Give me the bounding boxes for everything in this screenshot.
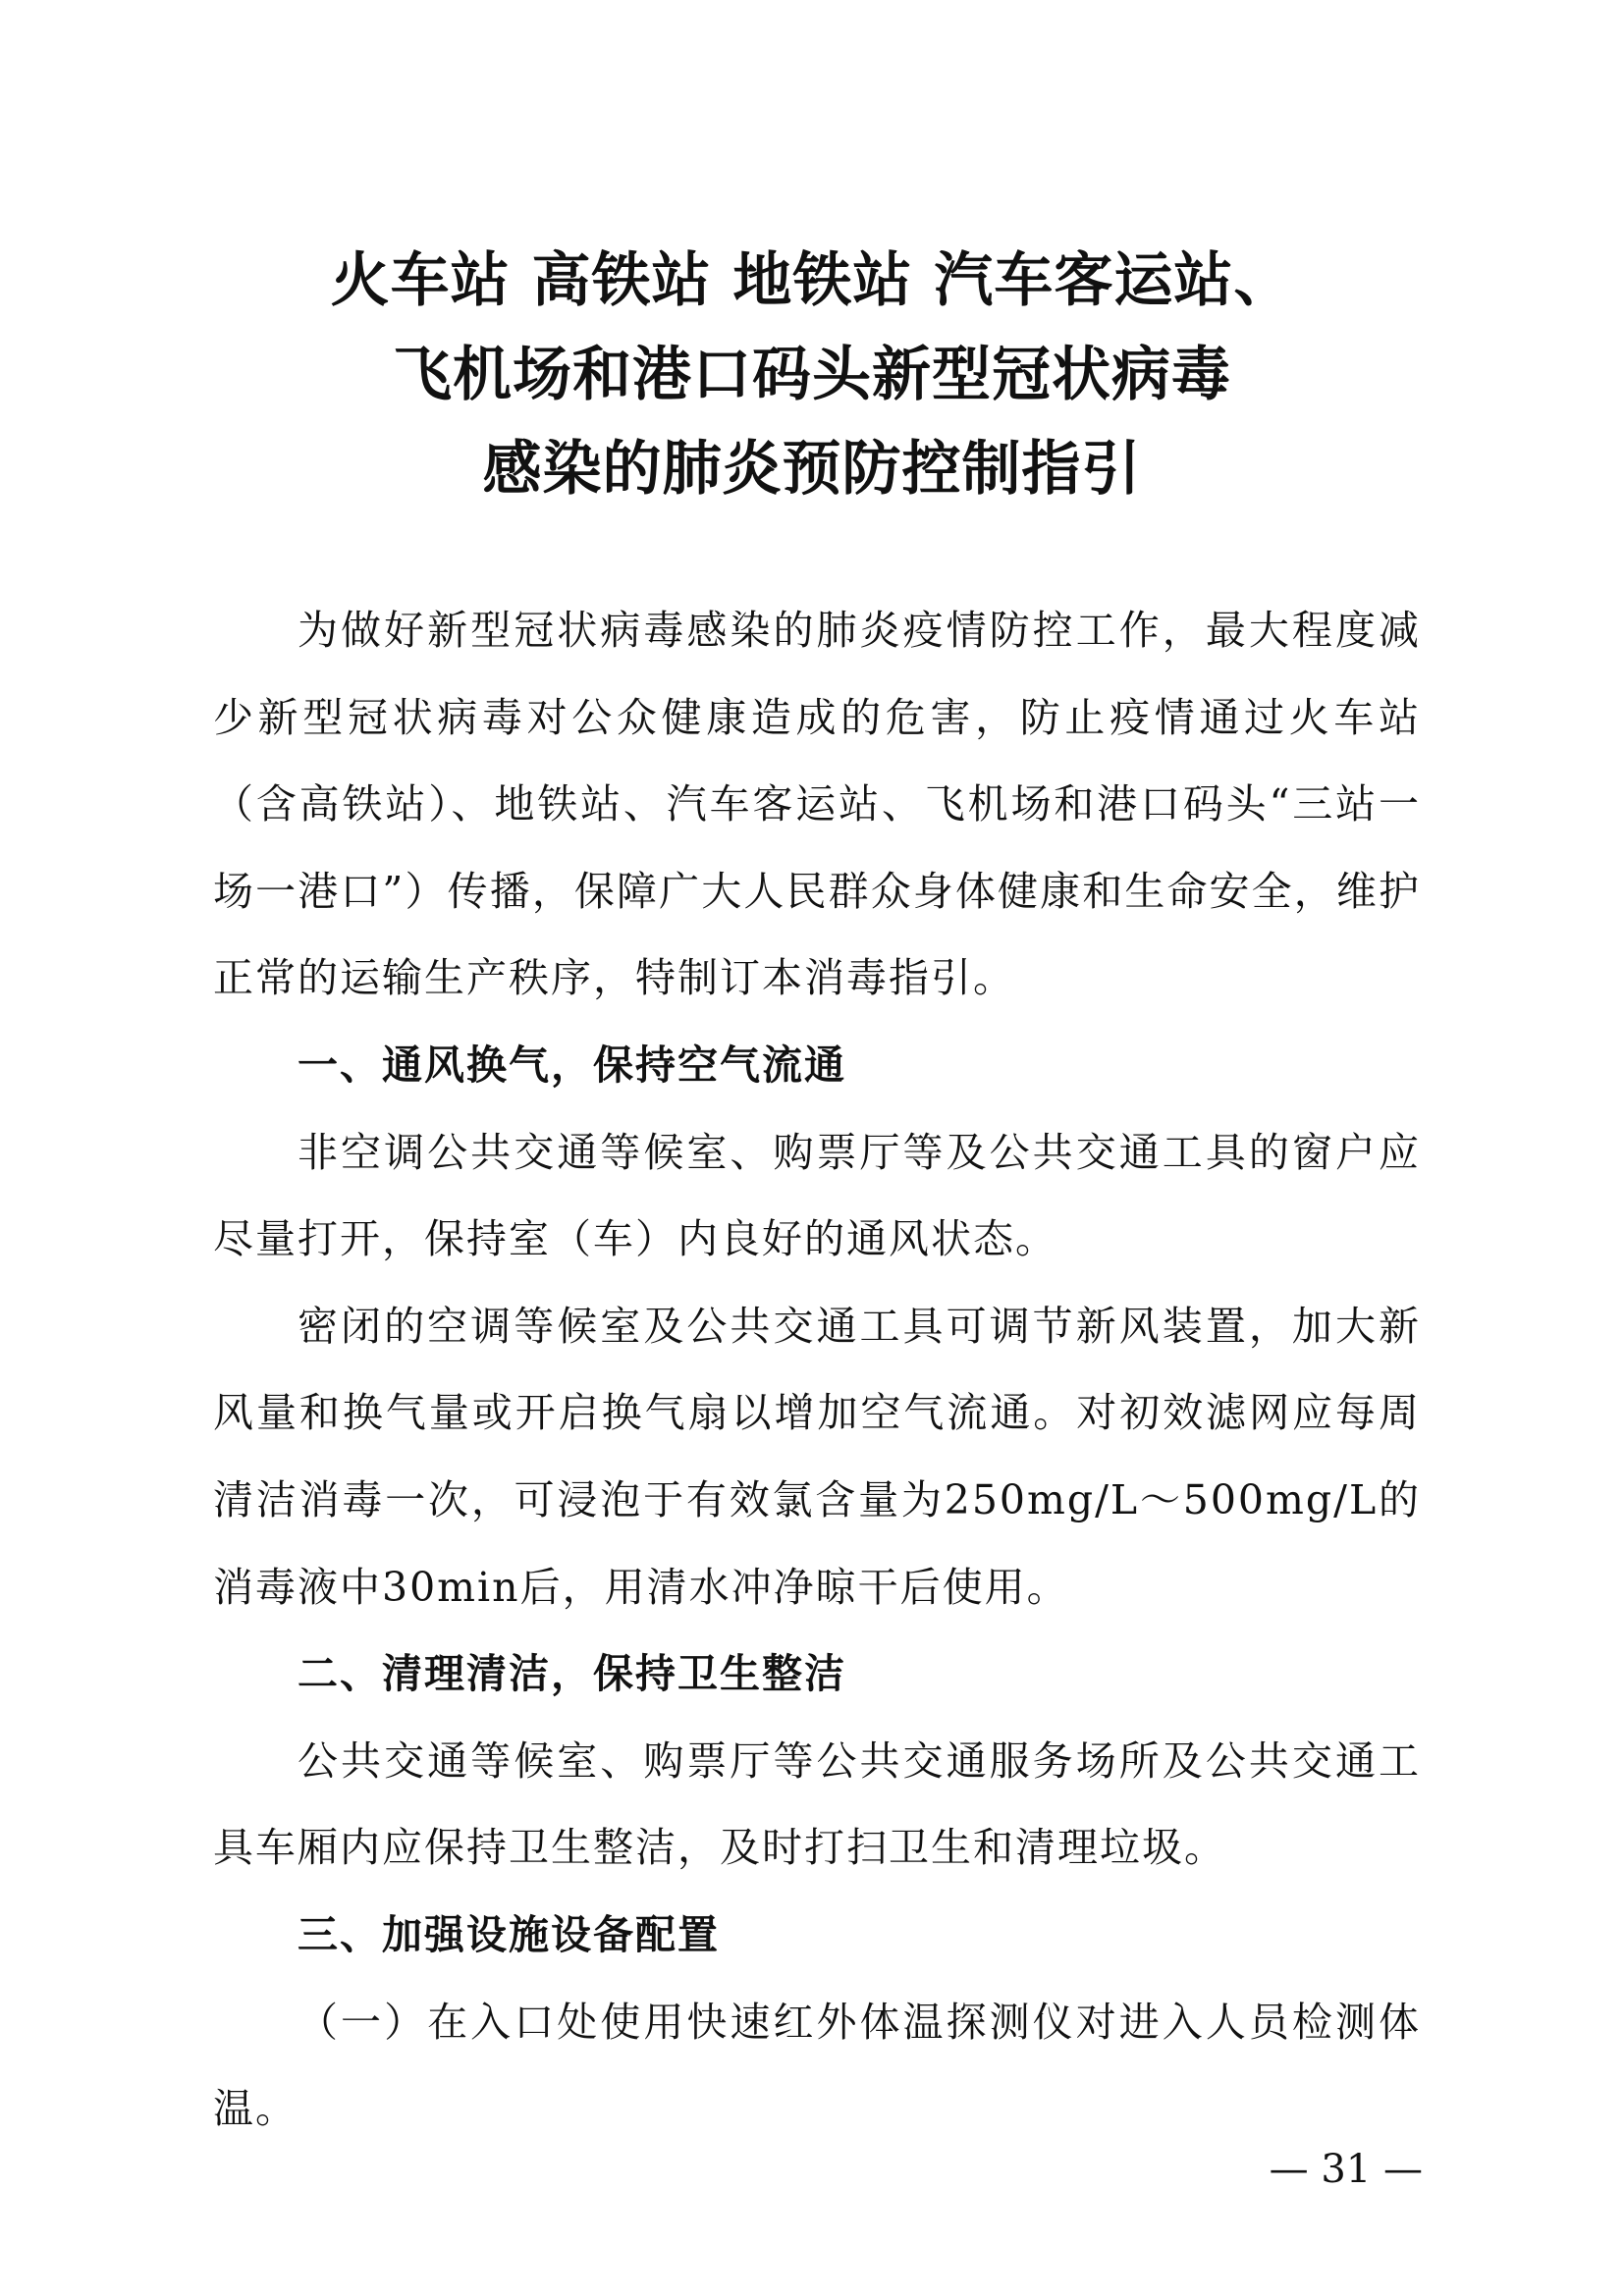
section-1-heading: 一、通风换气，保持空气流通 bbox=[298, 1041, 846, 1089]
title-line-3: 感染的肺炎预防控制指引 bbox=[482, 435, 1142, 504]
section-3-heading: 三、加强设施设备配置 bbox=[298, 1910, 720, 1958]
page-number: — 31 — bbox=[1269, 2147, 1423, 2192]
section-2-heading: 二、清理清洁，保持卫生整洁 bbox=[298, 1650, 846, 1698]
section-2-paragraph-1: 公共交通等候室、购票厅等公共交通服务场所及公共交通工具车厢内应保持卫生整洁，及时打扫卫生和清理垃圾。 bbox=[213, 1736, 1421, 1872]
document-title bbox=[147, 234, 1477, 516]
section-3-paragraph-1: （一）在入口处使用快速红外体温探测仪对进入人员检测体温。 bbox=[213, 1998, 1421, 2133]
intro-paragraph: 为做好新型冠状病毒感染的肺炎疫情防控工作，最大程度减少新型冠状病毒对公众健康造成的危害，防止疫情通过火车站（含高铁站）、地铁站、汽车客运站、飞机场和港口码头“三站一场一港口”）传播，保障广大人民群众身体健康和生命安全，维护正常的运输生产秩序，特制订本消毒指引。 bbox=[213, 607, 1421, 1002]
title-line-2: 飞机场和港口码头新型冠状病毒 bbox=[393, 341, 1231, 409]
section-1-paragraph-2: 密闭的空调等候室及公共交通工具可调节新风装置，加大新风量和换气量或开启换气扇以增加空气流通。对初效滤网应每周清洁消毒一次，可浸泡于有效氯含量为250mg/L～500mg/L的消毒液中30min后，用清水冲净晾干后使用。 bbox=[213, 1302, 1421, 1611]
document-body bbox=[213, 587, 1421, 2153]
title-line-1: 火车站 高铁站 地铁站 汽车客运站、 bbox=[330, 246, 1294, 315]
section-1-paragraph-1: 非空调公共交通等候室、购票厅等及公共交通工具的窗户应尽量打开，保持室（车）内良好的通风状态。 bbox=[213, 1128, 1421, 1263]
